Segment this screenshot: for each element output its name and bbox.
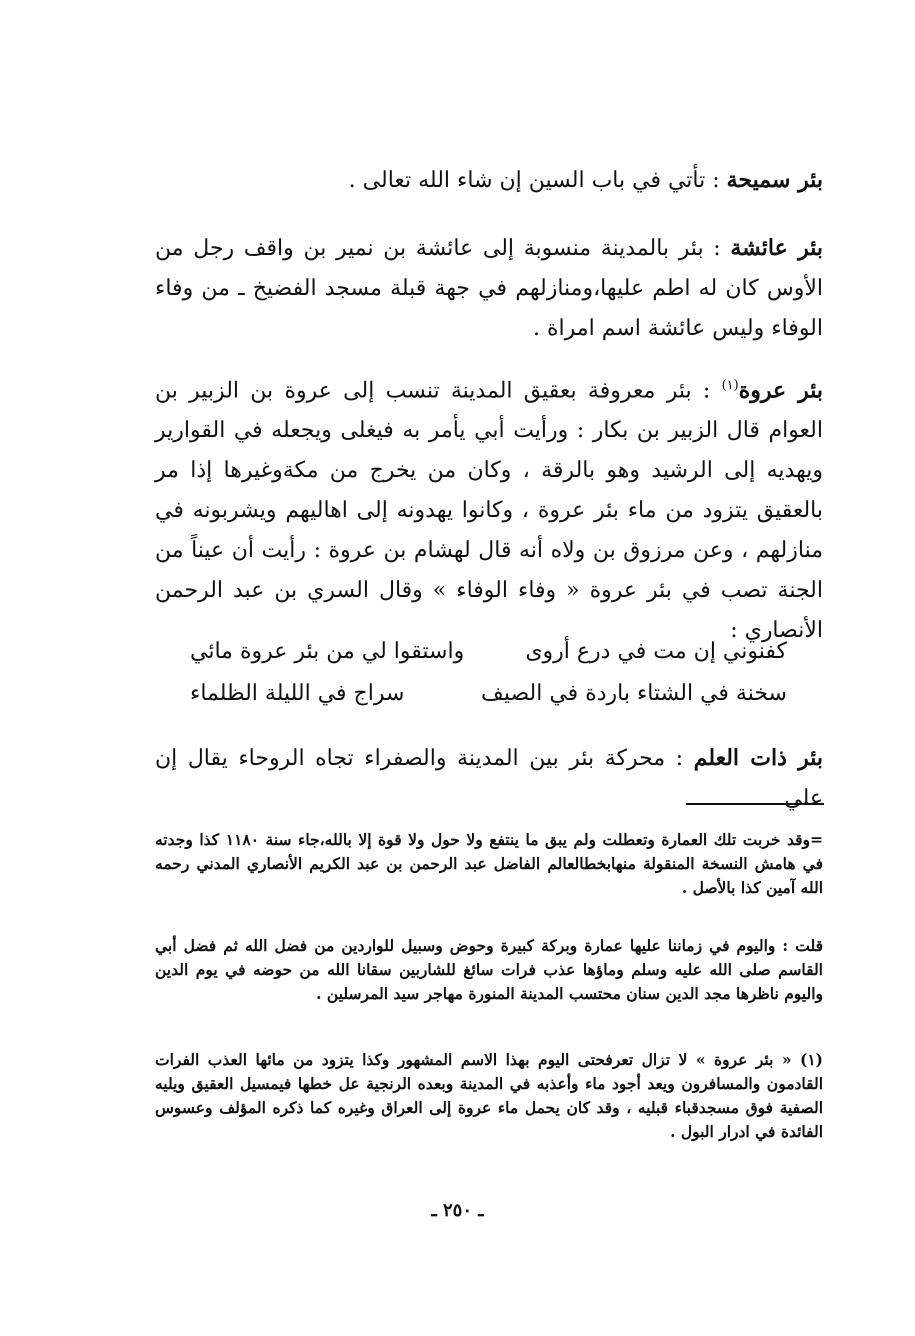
entry-heading: بئر عروة (738, 377, 823, 404)
entry-bir-aisha (155, 228, 823, 349)
verse-second-hemistich: سراج في الليلة الظلماء (190, 681, 405, 706)
entry-heading: بئر عائشة (730, 235, 824, 261)
footnote-1: (١) « بئر عروة » لا تزال تعرفحتى اليوم بهذا الاسم المشهور وكذا يتزود من مائها العذب الفرات القادمون والمسافرون ويعد أجود ماء وأعذبه في المدينة وبعده الرنجية عل خطها فيمسيل العقيق ويليه الصفية فوق مسجدقباء قبليه ، وقد كان يحمل ماء عروة إلى العراق وغيره كما ذكره المؤلف وعسوس الفائدة في ادرار البول . (155, 1050, 823, 1141)
footnote-separator (686, 803, 824, 805)
footnote-comment: قلت : واليوم في زماننا عليها عمارة وبركة كبيرة وحوض وسبيل للواردين من فضل الله ثم فضل أبي القاسم صلى الله عليه وسلم وماؤها عذب فرات سائغ للشاربين سقانا الله من حوضه في يوم الدين واليوم ناظرها مجد الدين سنان محتسب المدينة المنورة مهاجر سيد المرسلين . (155, 936, 823, 1003)
entry-text: : محركة بئر بين المدينة والصفراء تجاه الروحاء يقال إن علي (155, 746, 823, 811)
entry-bir-sumayha (155, 160, 823, 201)
verse-line-2 (190, 674, 787, 714)
verse-second-hemistich: واستقوا لي من بئر عروة مائي (190, 639, 465, 664)
footnote-margin-note: =وقد خربت تلك العمارة وتعطلت ولم يبق ما ينتفع ولا حول ولا قوة إلا بالله،جاء سنة ١١٨٠ كذا وجدته في هامش النسخة المنقولة منهابخطالعالم الفاضل عبد الرحمن بن عبد الكريم الأنصاري المدني رحمه الله آمين كذا بالأصل . (155, 830, 823, 897)
verse-first-hemistich: سخنة في الشتاء باردة في الصيف (481, 681, 787, 706)
entry-text: : بئر معروفة بعقيق المدينة تنسب إلى عروة بن الزبير بن العوام قال الزبير بن بكار : ورأيت أبي يأمر به فيغلى ويجعله في القوارير ويهديه إلى الرشيد وهو بالرقة ، وكان من يخرج من مكةوغيرها إذا مر بالعقيق يتزود من ماء بئر عروة ، وكانوا يهدونه إلى اهاليهم ويشربونه في منازلهم ، وعن مرزوق بن ولاه أنه قال لهشام بن عروة : رأيت أن عيناً من الجنة تصب في بئر عروة « وفاء الوفاء » وقال السري بن عبد الرحمن الأنصاري : (155, 378, 823, 644)
page-number: ـ ٢٥٠ ـ (431, 1200, 484, 1221)
entry-heading: بئر ذات العلم (693, 745, 823, 771)
entry-bir-urwa (155, 366, 823, 651)
entry-text: : تأتي في باب السين إن شاء الله تعالى . (348, 168, 727, 193)
entry-heading: بئر سميحة (726, 167, 823, 193)
footnote-marker: (١) (721, 378, 739, 393)
entry-text: : بئر بالمدينة منسوبة إلى عائشة بن نمير بن واقف رجل من الأوس كان له اطم عليها،ومنازلهم في جهة قبلة مسجد الفضيخ ـ من وفاء الوفاء وليس عائشة اسم امراة . (155, 236, 823, 341)
verse-line-1 (190, 632, 787, 672)
entry-bir-dhat-al-alam (155, 738, 823, 819)
verse-first-hemistich: كفنوني إن مت في درع أروى (525, 639, 787, 664)
